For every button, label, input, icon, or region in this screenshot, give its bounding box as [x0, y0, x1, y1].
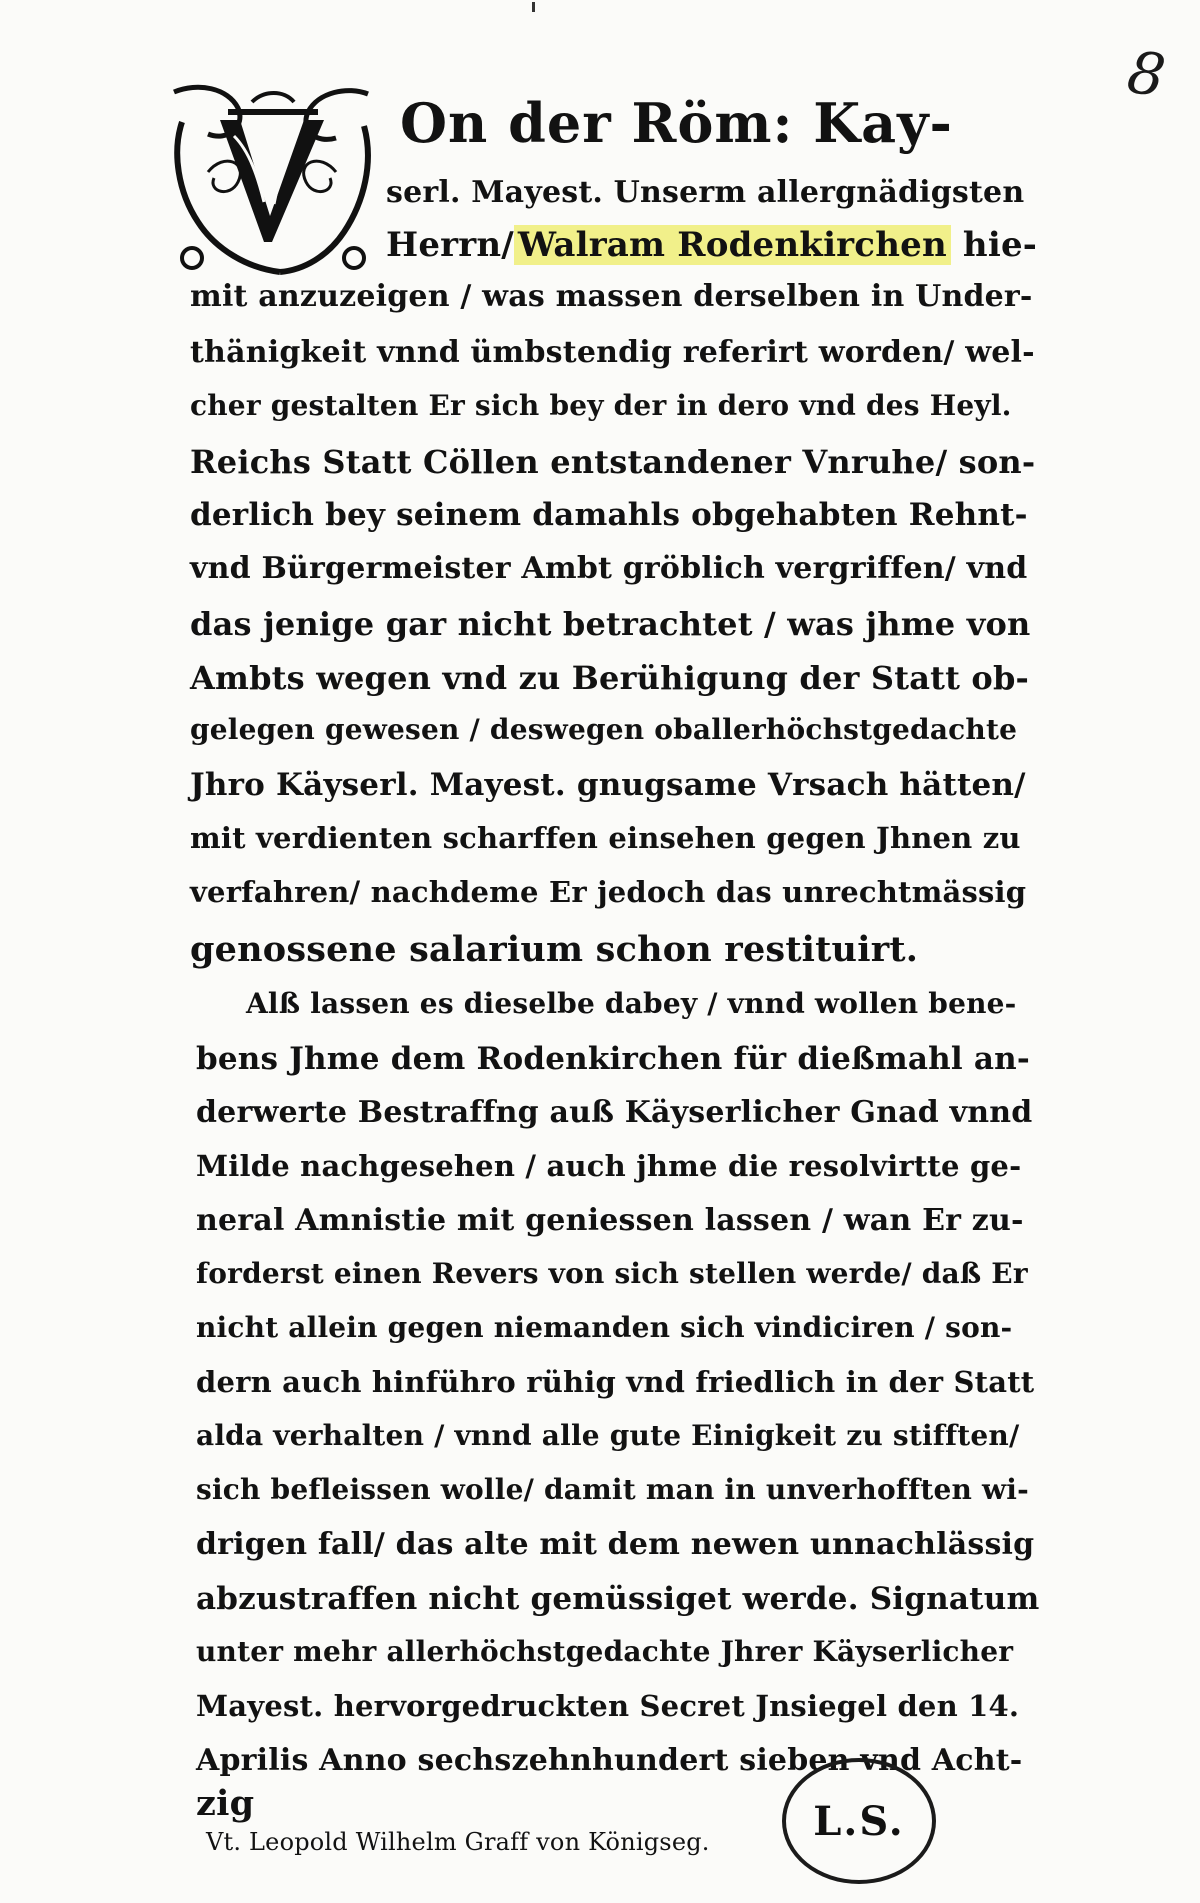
signature-line: Vt. Leopold Wilhelm Graff von Königseg. [206, 1828, 710, 1856]
text-line: dern auch hinführo rühig vnd friedlich in der Statt [196, 1365, 1035, 1399]
text-line: Alß lassen es dieselbe dabey / vnnd wollen bene- [246, 987, 1017, 1020]
seal-text: L.S. [813, 1797, 905, 1845]
text-line: cher gestalten Er sich bey der in dero vnd des Heyl. [190, 389, 1012, 422]
text-line: vnd Bürgermeister Ambt gröblich vergriffen/ vnd [190, 551, 1028, 586]
text-line: alda verhalten / vnnd alle gute Einigkeit zu stifften/ [196, 1419, 1020, 1452]
text-line: neral Amnistie mit geniessen lassen / wan Er zu- [196, 1203, 1024, 1238]
text-line: serl. Mayest. Unserm allergnädigsten [386, 175, 1025, 210]
highlighted-name: Walram Rodenkirchen [514, 225, 951, 265]
page-number: 8 [1123, 37, 1170, 111]
text-line: genossene salarium schon restituirt. [190, 929, 919, 970]
text-line: mit anzuzeigen / was massen derselben in Under- [190, 279, 1033, 314]
text-line: das jenige gar nicht betrachtet / was jhme von [190, 605, 1031, 643]
text-line: zig [196, 1783, 255, 1824]
text-line: Milde nachgesehen / auch jhme die resolvirtte ge- [196, 1149, 1022, 1183]
seal-stamp [782, 1758, 936, 1884]
text-line: Jhro Käyserl. Mayest. gnugsame Vrsach hätten/ [190, 767, 1026, 803]
text-fragment: Herrn/ [386, 225, 514, 265]
text-line: forderst einen Revers von sich stellen werde/ daß Er [196, 1257, 1028, 1290]
text-line: nicht allein gegen niemanden sich vindiciren / son- [196, 1311, 1013, 1344]
text-line: derwerte Bestraffng auß Käyserlicher Gnad vnnd [196, 1095, 1033, 1130]
text-line: Ambts wegen vnd zu Berühigung der Statt ob- [190, 659, 1030, 697]
text-line [386, 225, 1038, 265]
text-line: Aprilis Anno sechszehnhundert sieben vnd Acht- [196, 1743, 1023, 1778]
text-fragment: hie- [950, 225, 1038, 265]
text-line: On der Röm: Kay- [400, 91, 953, 155]
text-line: drigen fall/ das alte mit dem newen unnachlässig [196, 1527, 1035, 1562]
text-line: sich befleissen wolle/ damit man in unverhofften wi- [196, 1473, 1029, 1506]
text-line: derlich bey seinem damahls obgehabten Rehnt- [190, 497, 1028, 533]
text-line: Mayest. hervorgedruckten Secret Jnsiegel den 14. [196, 1689, 1020, 1723]
text-line: bens Jhme dem Rodenkirchen für dießmahl an- [196, 1041, 1030, 1077]
text-line: gelegen gewesen / deswegen oballerhöchstgedachte [190, 713, 1018, 746]
text-line: abzustraffen nicht gemüssiget werde. Signatum [196, 1581, 1040, 1617]
text-line: Reichs Statt Cöllen entstandener Vnruhe/ son- [190, 443, 1036, 481]
text-line: unter mehr allerhöchstgedachte Jhrer Käyserlicher [196, 1635, 1014, 1668]
text-line: thänigkeit vnnd ümbstendig referirt worden/ wel- [190, 335, 1035, 370]
text-line: verfahren/ nachdeme Er jedoch das unrechtmässig [190, 875, 1027, 909]
text-line: mit verdienten scharffen einsehen gegen Jhnen zu [190, 821, 1021, 855]
